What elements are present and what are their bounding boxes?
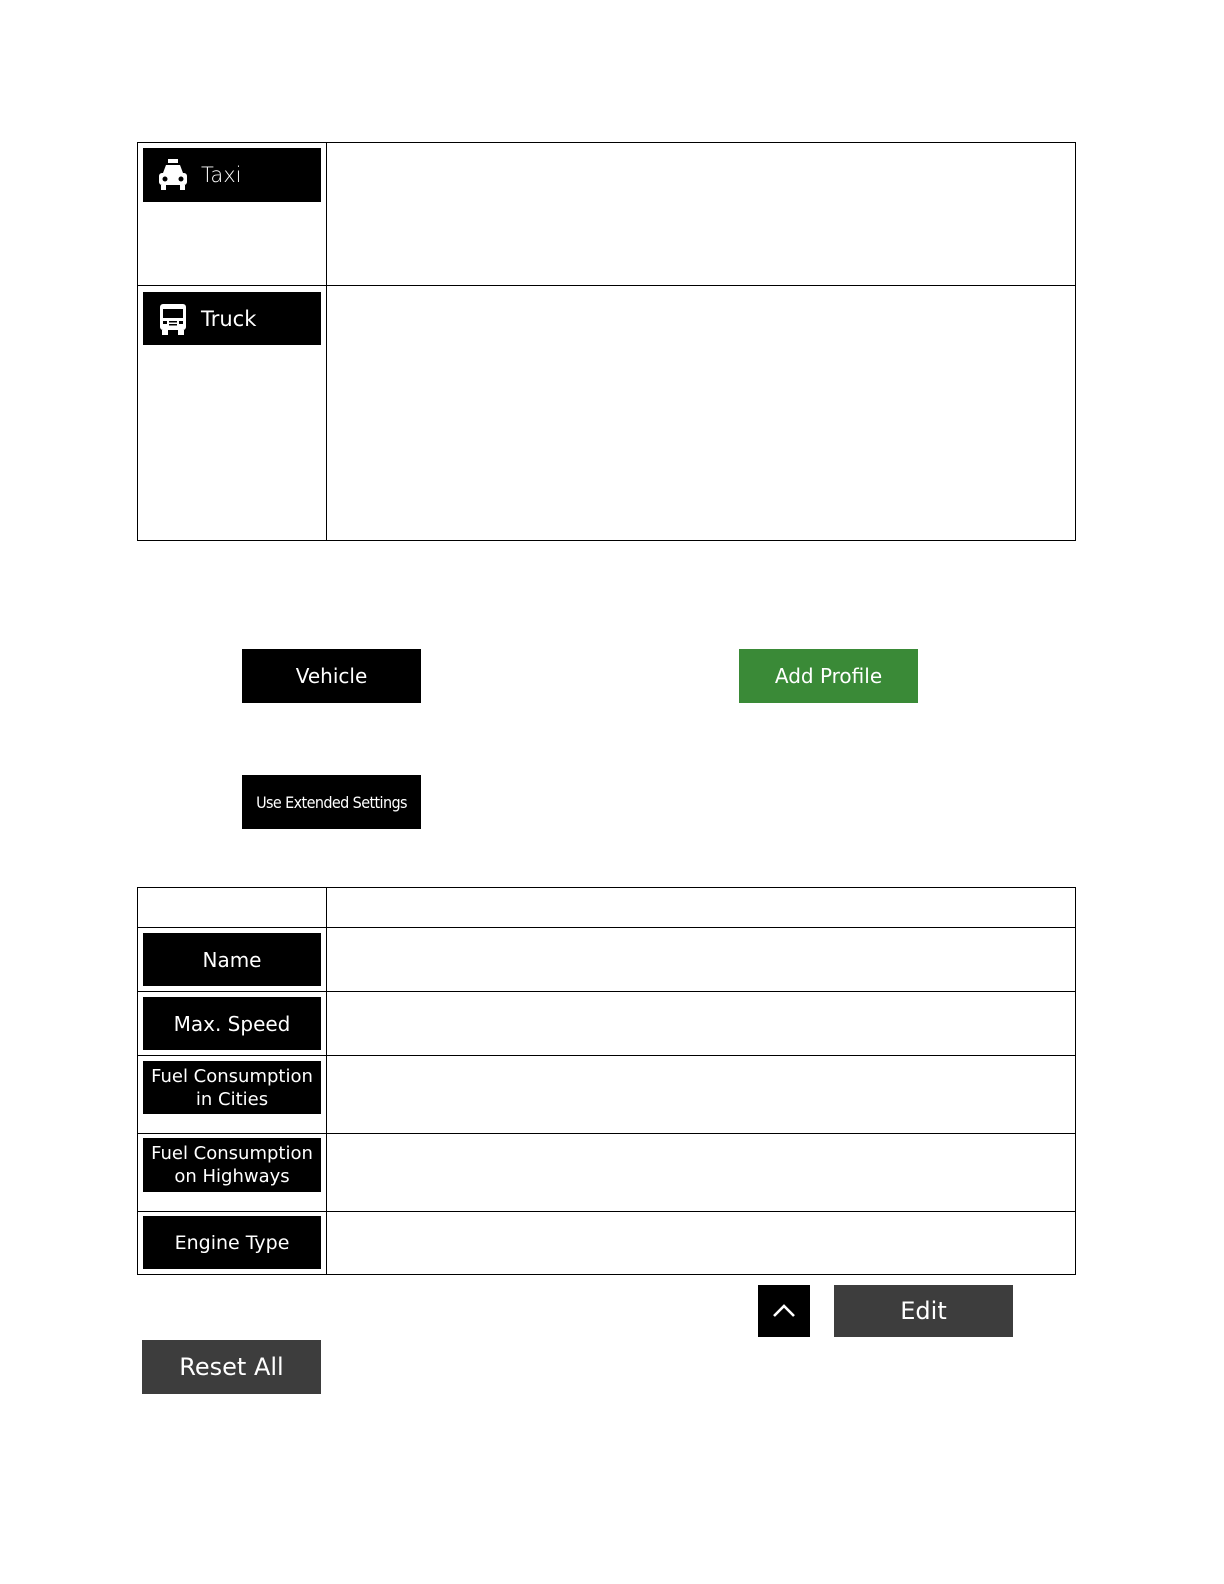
truck-label: Truck	[201, 306, 257, 331]
column-divider	[326, 887, 327, 1275]
fuel-cities-line1: Fuel Consumption	[151, 1065, 313, 1087]
edit-button[interactable]: Edit	[834, 1285, 1013, 1337]
truck-button[interactable]	[143, 292, 321, 345]
taxi-button[interactable]	[143, 148, 321, 202]
taxi-label: Taxi	[201, 163, 242, 187]
scroll-up-button[interactable]	[758, 1285, 810, 1337]
fuel-cities-line2: in Cities	[195, 1088, 269, 1110]
fuel-consumption-cities-button[interactable]	[143, 1061, 321, 1114]
truck-icon	[155, 301, 191, 337]
row-divider	[137, 1133, 1076, 1134]
reset-all-button[interactable]: Reset All	[142, 1340, 321, 1394]
use-extended-settings-button[interactable]: Use Extended Settings	[242, 775, 421, 829]
row-divider	[137, 1211, 1076, 1212]
fuel-highways-line1: Fuel Consumption	[151, 1143, 313, 1164]
row-divider	[137, 927, 1076, 928]
chevron-up-icon	[770, 1297, 798, 1325]
column-divider	[326, 142, 327, 541]
fuel-consumption-highways-button[interactable]	[143, 1138, 321, 1192]
taxi-icon	[155, 157, 191, 193]
vehicle-button[interactable]: Vehicle	[242, 649, 421, 703]
add-profile-button[interactable]: Add Profile	[739, 649, 918, 703]
max-speed-button[interactable]: Max. Speed	[143, 997, 321, 1050]
engine-type-button[interactable]: Engine Type	[143, 1216, 321, 1269]
row-divider	[137, 1055, 1076, 1056]
row-divider	[137, 991, 1076, 992]
name-field-button[interactable]: Name	[143, 933, 321, 986]
fuel-highways-line2: on Highways	[174, 1166, 290, 1187]
row-divider	[137, 285, 1076, 286]
